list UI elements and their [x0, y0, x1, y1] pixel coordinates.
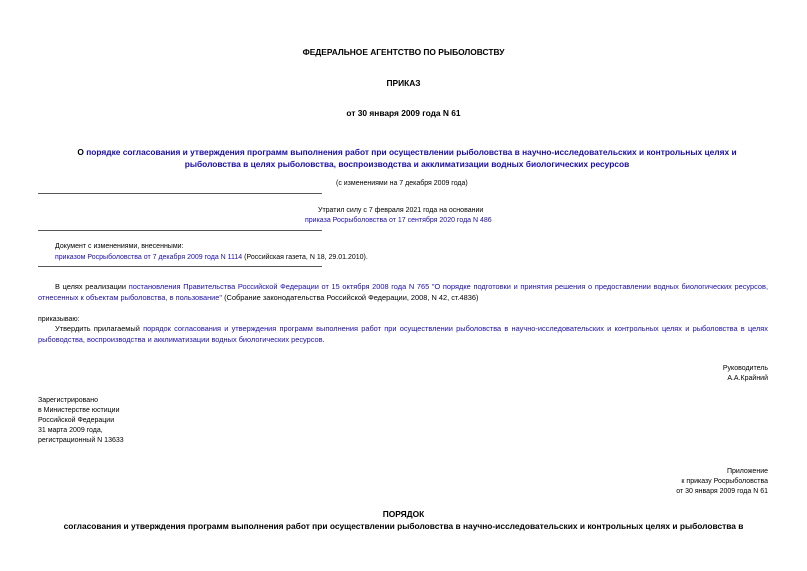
doc-type: ПРИКАЗ: [386, 78, 421, 88]
appendix-block: [676, 467, 768, 497]
procedure-title: ПОРЯДОК: [382, 509, 425, 519]
approve-text: Утвердить прилагаемый: [55, 324, 144, 333]
divider: [38, 193, 322, 194]
doc-title: [55, 147, 759, 170]
preamble-text-after: (Собрание законодательства Российской Федерации, 2008, N 42, ст.4836): [222, 292, 479, 302]
preamble-link[interactable]: постановления Правительства Российской Федерации от 15 октября 2008 года N 765 "О порядке подготовки и принятия решения о предоставлении водных биологических ресурсов, отнесенных к объектам рыболовства, в пользование": [38, 282, 769, 302]
doc-date-number: от 30 января 2009 года N 61: [346, 108, 461, 118]
approve-text-after: .: [322, 334, 325, 344]
signature-name: А.А.Крайний: [727, 375, 768, 382]
approve-link[interactable]: порядок согласования и утверждения программ выполнения работ при осуществлении рыболовства в научно-исследовательских и контрольных целях и рыболовства в целях рыбоводства, воспроизводства и акклиматизации водных биологических ресурсов: [38, 324, 768, 344]
registration-line: 31 марта 2009 года,: [38, 427, 103, 434]
preamble-paragraph: [38, 282, 768, 303]
procedure-subtitle: согласования и утверждения программ выполнения работ при осуществлении рыболовства в научно-исследовательских и контрольных целях и рыболовства в: [63, 521, 744, 531]
changes-label: Документ с изменениями, внесенными:: [55, 243, 184, 250]
appendix-line: Приложение: [726, 468, 768, 475]
signature-position: Руководитель: [722, 365, 768, 372]
changes-source: (Российская газета, N 18, 29.01.2010).: [242, 254, 368, 261]
signature-block: [723, 364, 768, 384]
approve-paragraph: [38, 324, 768, 345]
registration-line: Зарегистрировано: [38, 397, 98, 404]
doc-title-prefix: О: [77, 147, 87, 157]
order-word: приказываю:: [38, 316, 80, 323]
expired-link[interactable]: приказа Росрыболовства от 17 сентября 2020 года N 486: [305, 217, 492, 224]
changes-line: [55, 253, 368, 263]
amendments-note: (с изменениями на 7 декабря 2009 года): [336, 180, 468, 187]
registration-line: в Министерстве юстиции: [38, 407, 120, 414]
doc-title-link[interactable]: порядке согласования и утверждения программ выполнения работ при осуществлении рыболовства в научно-исследовательских и контрольных целях и рыболовства в целях рыболовства, воспроизводства и акклиматизации водных биологических ресурсов: [86, 147, 737, 169]
expired-line: Утратил силу с 7 февраля 2021 года на основании: [318, 207, 484, 214]
appendix-line: к приказу Росрыболовства: [681, 478, 768, 485]
changes-link[interactable]: приказом Росрыболовства от 7 декабря 2009 года N 1114: [55, 254, 243, 261]
preamble-text: В целях реализации: [55, 282, 129, 291]
divider: [38, 266, 322, 267]
registration-block: [38, 396, 124, 446]
registration-line: Российской Федерации: [38, 417, 115, 424]
registration-line: регистрационный N 13633: [38, 437, 124, 444]
divider: [38, 230, 322, 231]
agency-name: ФЕДЕРАЛЬНОЕ АГЕНТСТВО ПО РЫБОЛОВСТВУ: [302, 47, 505, 57]
appendix-line: от 30 января 2009 года N 61: [676, 488, 768, 495]
